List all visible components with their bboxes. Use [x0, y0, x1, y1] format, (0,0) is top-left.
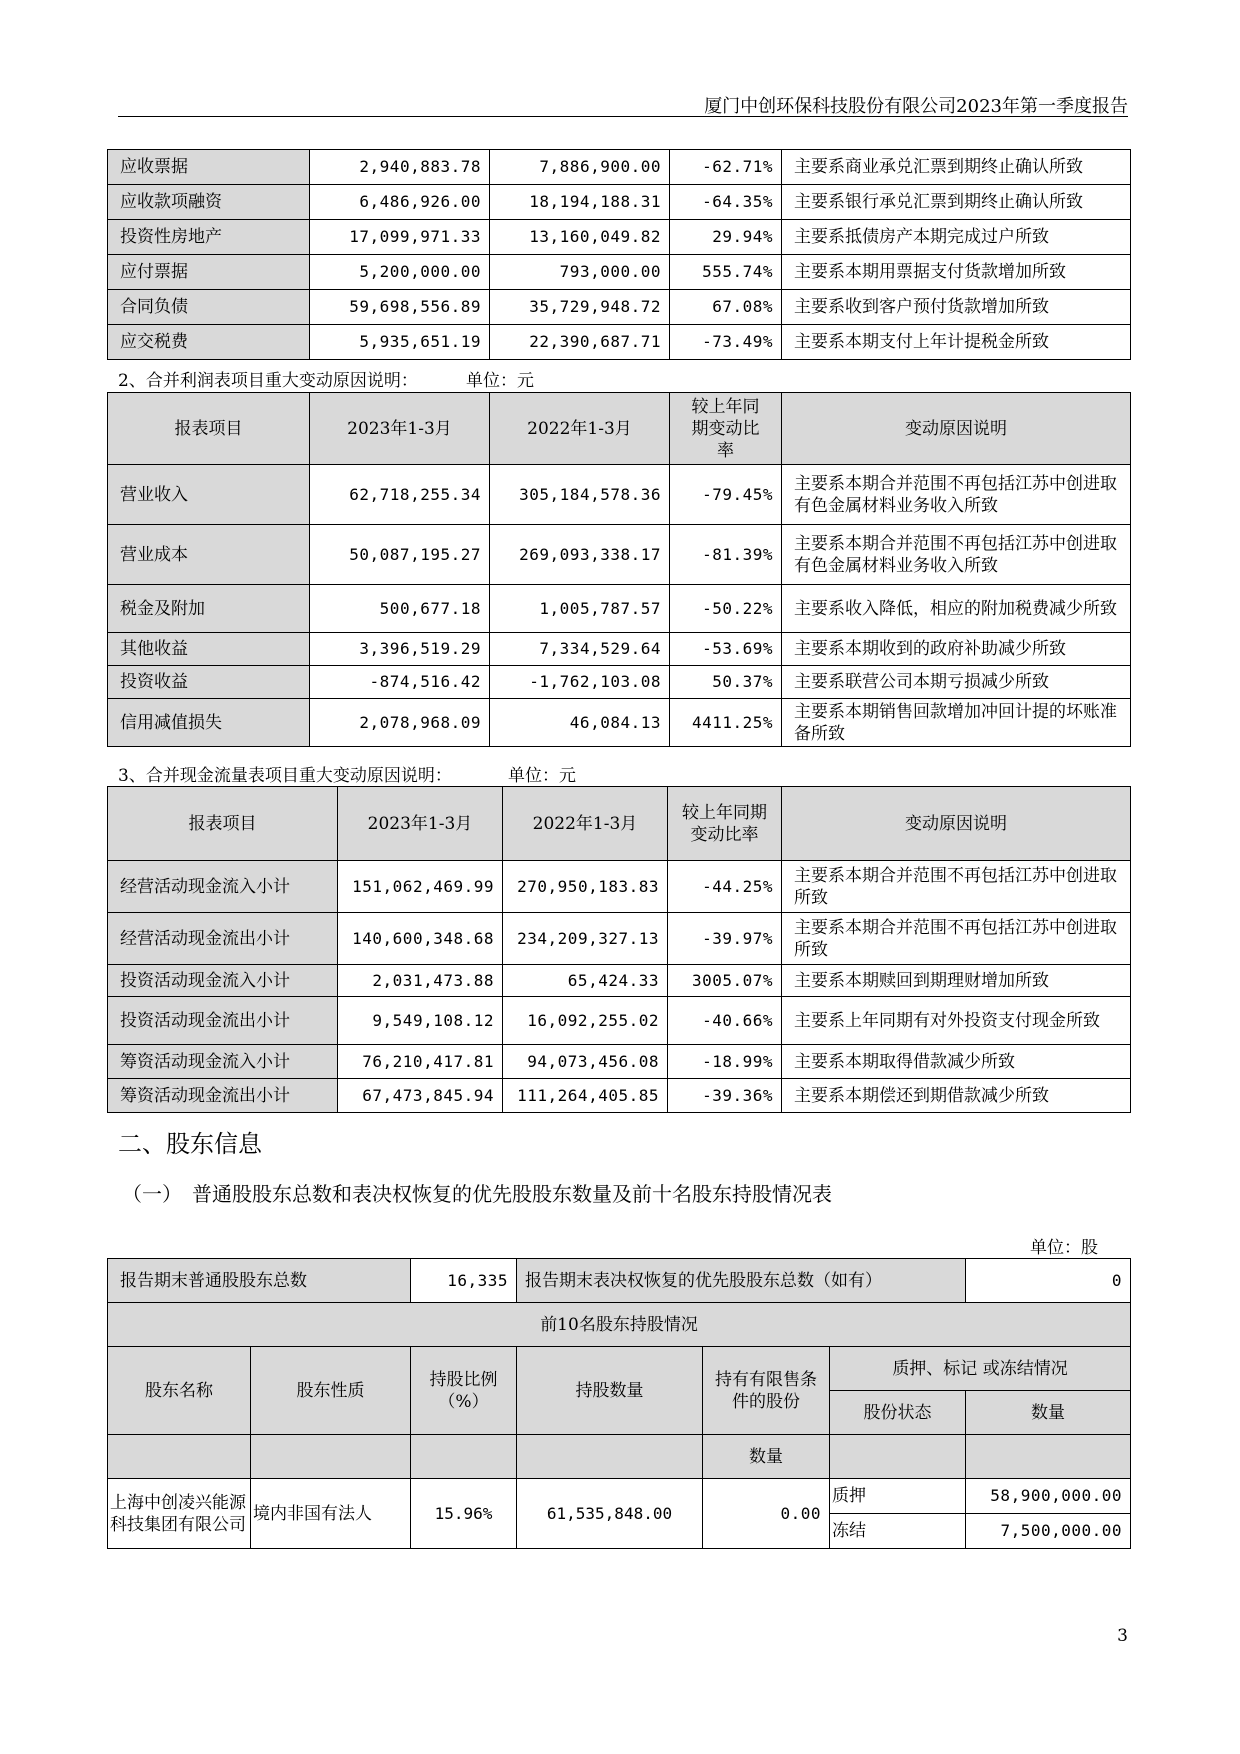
income-previous-value: 305,184,578.36 — [490, 465, 670, 525]
cash-reason: 主要系本期合并范围不再包括江苏中创进取所致 — [782, 913, 1131, 965]
blank-cell — [411, 1435, 517, 1479]
balance-previous-value: 22,390,687.71 — [490, 325, 670, 360]
cash-current-value: 9,549,108.12 — [338, 997, 503, 1045]
cash-flow-table — [107, 786, 1131, 1113]
cash-header-current: 2023年1-3月 — [338, 787, 503, 861]
income-reason: 主要系本期销售回款增加冲回计提的坏账准备所致 — [782, 699, 1131, 747]
income-change-ratio: 50.37% — [670, 666, 782, 699]
col-holding-ratio: 持股比例（%） — [411, 1347, 517, 1435]
cash-previous-value: 65,424.33 — [503, 965, 668, 997]
top10-label: 前10名股东持股情况 — [108, 1303, 1131, 1347]
balance-change-ratio: 29.94% — [670, 220, 782, 255]
cash-current-value: 140,600,348.68 — [338, 913, 503, 965]
income-current-value: 2,078,968.09 — [310, 699, 490, 747]
balance-previous-value: 793,000.00 — [490, 255, 670, 290]
income-item: 营业收入 — [108, 465, 310, 525]
cash-item: 经营活动现金流出小计 — [108, 913, 338, 965]
cash-row — [108, 1079, 1131, 1113]
balance-previous-value: 7,886,900.00 — [490, 150, 670, 185]
income-item: 其他收益 — [108, 633, 310, 666]
cash-row — [108, 965, 1131, 997]
cash-change-ratio: 3005.07% — [668, 965, 782, 997]
income-row — [108, 465, 1131, 525]
cash-reason: 主要系本期赎回到期理财增加所致 — [782, 965, 1131, 997]
balance-previous-value: 13,160,049.82 — [490, 220, 670, 255]
income-previous-value: -1,762,103.08 — [490, 666, 670, 699]
cash-item: 投资活动现金流入小计 — [108, 965, 338, 997]
income-current-value: 50,087,195.27 — [310, 525, 490, 585]
total-shareholders-value: 16,335 — [411, 1259, 517, 1303]
income-previous-value: 1,005,787.57 — [490, 585, 670, 633]
income-reason: 主要系收入降低，相应的附加税费减少所致 — [782, 585, 1131, 633]
cash-reason: 主要系本期偿还到期借款减少所致 — [782, 1079, 1131, 1113]
income-row — [108, 633, 1131, 666]
balance-reason: 主要系收到客户预付货款增加所致 — [782, 290, 1131, 325]
col-shareholder-nature: 股东性质 — [251, 1347, 411, 1435]
balance-reason: 主要系商业承兑汇票到期终止确认所致 — [782, 150, 1131, 185]
shareholder-name: 上海中创凌兴能源科技集团有限公司 — [108, 1479, 251, 1549]
col-restricted-qty: 数量 — [703, 1435, 830, 1479]
blank-cell — [108, 1435, 251, 1479]
balance-row — [108, 150, 1131, 185]
balance-item: 投资性房地产 — [108, 220, 310, 255]
balance-current-value: 6,486,926.00 — [310, 185, 490, 220]
cash-previous-value: 111,264,405.85 — [503, 1079, 668, 1113]
cash-current-value: 151,062,469.99 — [338, 861, 503, 913]
cash-header-item: 报表项目 — [108, 787, 338, 861]
blank-cell — [517, 1435, 703, 1479]
income-item: 投资收益 — [108, 666, 310, 699]
income-current-value: 3,396,519.29 — [310, 633, 490, 666]
share-status-pledge: 质押 — [830, 1479, 966, 1514]
income-item: 信用减值损失 — [108, 699, 310, 747]
cash-change-ratio: -18.99% — [668, 1045, 782, 1079]
shareholder-qty: 61,535,848.00 — [517, 1479, 703, 1549]
balance-reason: 主要系本期支付上年计提税金所致 — [782, 325, 1131, 360]
income-header-current: 2023年1-3月 — [310, 393, 490, 465]
income-change-ratio: -81.39% — [670, 525, 782, 585]
income-current-value: 62,718,255.34 — [310, 465, 490, 525]
income-row — [108, 525, 1131, 585]
income-reason: 主要系本期收到的政府补助减少所致 — [782, 633, 1131, 666]
cash-change-ratio: -39.97% — [668, 913, 782, 965]
cash-current-value: 2,031,473.88 — [338, 965, 503, 997]
cash-header-change: 较上年同期变动比率 — [668, 787, 782, 861]
preferred-shareholders-label: 报告期末表决权恢复的优先股股东总数（如有） — [517, 1259, 966, 1303]
cash-item: 经营活动现金流入小计 — [108, 861, 338, 913]
cash-change-ratio: -39.36% — [668, 1079, 782, 1113]
cash-row — [108, 913, 1131, 965]
shareholder-table — [107, 1258, 1131, 1549]
income-header-previous: 2022年1-3月 — [490, 393, 670, 465]
income-reason: 主要系本期合并范围不再包括江苏中创进取有色金属材料业务收入所致 — [782, 465, 1131, 525]
balance-current-value: 59,698,556.89 — [310, 290, 490, 325]
cash-change-ratio: -40.66% — [668, 997, 782, 1045]
balance-item: 应收款项融资 — [108, 185, 310, 220]
balance-sheet-table — [107, 149, 1131, 360]
income-change-ratio: 4411.25% — [670, 699, 782, 747]
cash-header-reason: 变动原因说明 — [782, 787, 1131, 861]
balance-current-value: 5,200,000.00 — [310, 255, 490, 290]
shareholder-nature: 境内非国有法人 — [251, 1479, 411, 1549]
income-header-reason: 变动原因说明 — [782, 393, 1131, 465]
col-holding-qty: 持股数量 — [517, 1347, 703, 1435]
cash-previous-value: 16,092,255.02 — [503, 997, 668, 1045]
balance-row — [108, 325, 1131, 360]
income-item: 税金及附加 — [108, 585, 310, 633]
header-divider — [118, 116, 1128, 117]
col-shareholder-name: 股东名称 — [108, 1347, 251, 1435]
shareholder-ratio: 15.96% — [411, 1479, 517, 1549]
income-reason: 主要系本期合并范围不再包括江苏中创进取有色金属材料业务收入所致 — [782, 525, 1131, 585]
balance-current-value: 5,935,651.19 — [310, 325, 490, 360]
cash-item: 投资活动现金流出小计 — [108, 997, 338, 1045]
balance-row — [108, 220, 1131, 255]
income-unit: 单位：元 — [466, 371, 534, 391]
cash-header-previous: 2022年1-3月 — [503, 787, 668, 861]
shareholder-unit: 单位：股 — [1030, 1238, 1098, 1258]
share-amount-freeze: 7,500,000.00 — [966, 1514, 1131, 1549]
col-restricted-shares: 持有有限售条件的股份 — [703, 1347, 830, 1435]
cash-item: 筹资活动现金流出小计 — [108, 1079, 338, 1113]
cash-current-value: 76,210,417.81 — [338, 1045, 503, 1079]
cash-row — [108, 997, 1131, 1045]
income-reason: 主要系联营公司本期亏损减少所致 — [782, 666, 1131, 699]
balance-reason: 主要系本期用票据支付货款增加所致 — [782, 255, 1131, 290]
cash-row — [108, 1045, 1131, 1079]
income-row — [108, 666, 1131, 699]
blank-cell — [251, 1435, 411, 1479]
cash-previous-value: 234,209,327.13 — [503, 913, 668, 965]
cash-unit: 单位：元 — [508, 766, 576, 786]
income-current-value: 500,677.18 — [310, 585, 490, 633]
income-change-ratio: -53.69% — [670, 633, 782, 666]
preferred-shareholders-value: 0 — [966, 1259, 1131, 1303]
col-pledge-freeze: 质押、标记 或冻结情况 — [830, 1347, 1131, 1391]
cash-item: 筹资活动现金流入小计 — [108, 1045, 338, 1079]
cash-previous-value: 94,073,456.08 — [503, 1045, 668, 1079]
balance-change-ratio: 555.74% — [670, 255, 782, 290]
page-number: 3 — [1117, 1626, 1128, 1646]
income-header-item: 报表项目 — [108, 393, 310, 465]
income-row — [108, 699, 1131, 747]
share-status-freeze: 冻结 — [830, 1514, 966, 1549]
income-previous-value: 7,334,529.64 — [490, 633, 670, 666]
income-change-ratio: -50.22% — [670, 585, 782, 633]
balance-row — [108, 290, 1131, 325]
cash-note: 3、合并现金流量表项目重大变动原因说明： — [118, 766, 452, 786]
section-shareholder-subtitle: （一） 普通股股东总数和表决权恢复的优先股股东数量及前十名股东持股情况表 — [122, 1182, 832, 1206]
balance-change-ratio: -64.35% — [670, 185, 782, 220]
cash-change-ratio: -44.25% — [668, 861, 782, 913]
cash-previous-value: 270,950,183.83 — [503, 861, 668, 913]
cash-row — [108, 861, 1131, 913]
income-previous-value: 46,084.13 — [490, 699, 670, 747]
balance-previous-value: 18,194,188.31 — [490, 185, 670, 220]
section-shareholder-title: 二、股东信息 — [118, 1130, 262, 1158]
share-amount-pledge: 58,900,000.00 — [966, 1479, 1131, 1514]
balance-change-ratio: 67.08% — [670, 290, 782, 325]
cash-reason: 主要系上年同期有对外投资支付现金所致 — [782, 997, 1131, 1045]
total-shareholders-label: 报告期末普通股股东总数 — [108, 1259, 411, 1303]
income-previous-value: 269,093,338.17 — [490, 525, 670, 585]
cash-reason: 主要系本期取得借款减少所致 — [782, 1045, 1131, 1079]
income-item: 营业成本 — [108, 525, 310, 585]
balance-current-value: 2,940,883.78 — [310, 150, 490, 185]
balance-item: 应付票据 — [108, 255, 310, 290]
balance-change-ratio: -73.49% — [670, 325, 782, 360]
balance-item: 合同负债 — [108, 290, 310, 325]
balance-item: 应交税费 — [108, 325, 310, 360]
income-row — [108, 585, 1131, 633]
income-change-ratio: -79.45% — [670, 465, 782, 525]
balance-row — [108, 255, 1131, 290]
col-pledge-amount: 数量 — [966, 1391, 1131, 1435]
balance-reason: 主要系银行承兑汇票到期终止确认所致 — [782, 185, 1131, 220]
income-current-value: -874,516.42 — [310, 666, 490, 699]
income-statement-table — [107, 392, 1131, 747]
blank-cell — [830, 1435, 966, 1479]
balance-current-value: 17,099,971.33 — [310, 220, 490, 255]
blank-cell — [966, 1435, 1131, 1479]
balance-item: 应收票据 — [108, 150, 310, 185]
balance-change-ratio: -62.71% — [670, 150, 782, 185]
income-note: 2、合并利润表项目重大变动原因说明： — [118, 371, 418, 391]
cash-current-value: 67,473,845.94 — [338, 1079, 503, 1113]
balance-row — [108, 185, 1131, 220]
income-header-change: 较上年同期变动比率 — [670, 393, 782, 465]
col-share-status: 股份状态 — [830, 1391, 966, 1435]
page-header-title: 厦门中创环保科技股份有限公司2023年第一季度报告 — [704, 96, 1128, 117]
cash-reason: 主要系本期合并范围不再包括江苏中创进取所致 — [782, 861, 1131, 913]
balance-previous-value: 35,729,948.72 — [490, 290, 670, 325]
shareholder-restricted: 0.00 — [703, 1479, 830, 1549]
balance-reason: 主要系抵债房产本期完成过户所致 — [782, 220, 1131, 255]
